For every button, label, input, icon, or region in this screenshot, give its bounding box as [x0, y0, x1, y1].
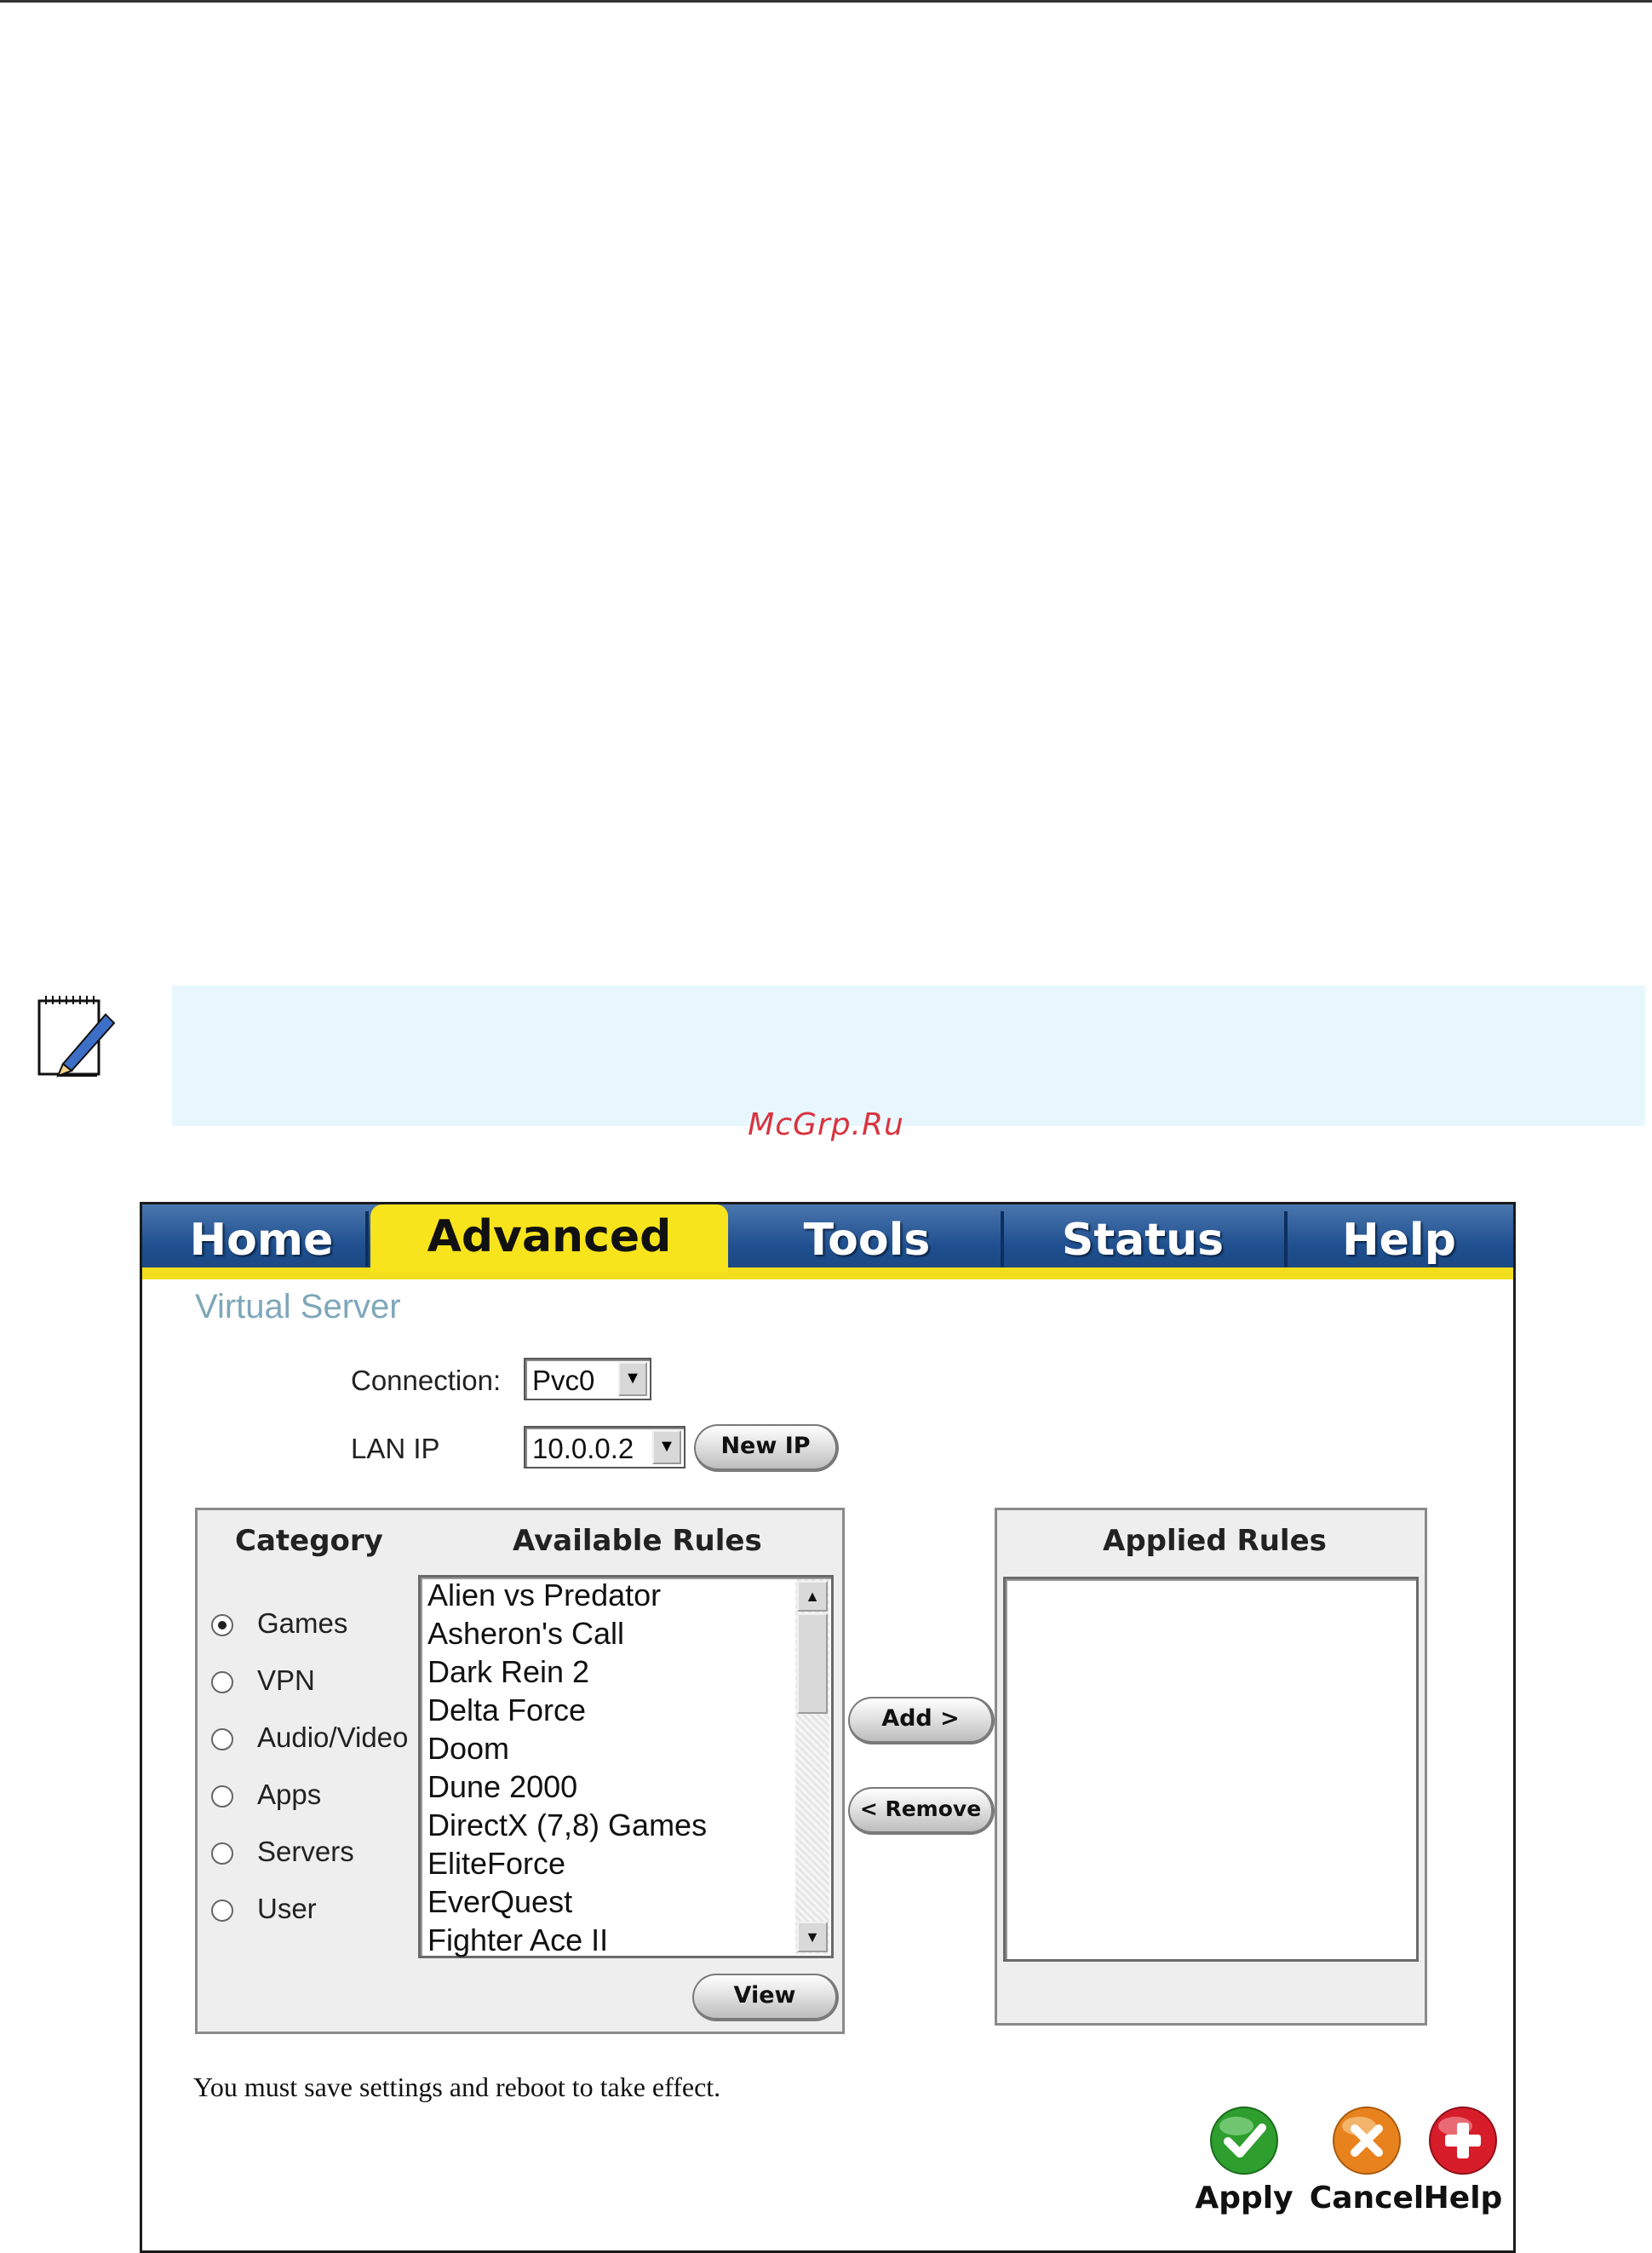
- radio-icon[interactable]: [211, 1842, 233, 1865]
- applied-rules-group: [995, 1508, 1427, 2026]
- reboot-notice: You must save settings and reboot to take effect.: [193, 2072, 721, 2102]
- category-audio-video[interactable]: [211, 1721, 408, 1756]
- category-label: VPN: [257, 1664, 315, 1696]
- check-icon[interactable]: [1209, 2106, 1279, 2175]
- chevron-down-icon[interactable]: ▼: [652, 1430, 681, 1464]
- list-item[interactable]: Alien vs Predator: [427, 1578, 662, 1612]
- tab-advanced[interactable]: Advanced: [370, 1204, 728, 1273]
- list-scrollbar[interactable]: [795, 1579, 829, 1954]
- applied-rules-header: Applied Rules: [1103, 1524, 1327, 1558]
- category-label: Games: [257, 1607, 348, 1639]
- scroll-up-icon[interactable]: ▲: [797, 1581, 828, 1612]
- note-pencil-icon: [34, 991, 119, 1080]
- new-ip-button[interactable]: New IP: [694, 1424, 839, 1472]
- chevron-down-icon[interactable]: ▼: [618, 1362, 647, 1396]
- category-games[interactable]: [211, 1607, 347, 1641]
- lan-ip-select[interactable]: [524, 1426, 685, 1468]
- remove-button[interactable]: < Remove: [848, 1787, 995, 1835]
- list-item[interactable]: Dark Rein 2: [427, 1654, 590, 1689]
- list-item[interactable]: EliteForce: [427, 1846, 566, 1881]
- list-item[interactable]: Fighter Ace II: [427, 1923, 609, 1957]
- list-item[interactable]: Doom: [427, 1731, 510, 1766]
- list-item[interactable]: Asheron's Call: [427, 1616, 624, 1651]
- lan-ip-label: LAN IP: [351, 1433, 440, 1464]
- category-label: Audio/Video: [257, 1721, 409, 1753]
- router-config-panel: [140, 1202, 1516, 2253]
- help-label: Help: [1423, 2181, 1503, 2216]
- apply-label: Apply: [1195, 2181, 1293, 2216]
- add-button[interactable]: Add >: [848, 1697, 995, 1744]
- category-vpn[interactable]: [211, 1664, 315, 1698]
- tab-status[interactable]: Status: [1061, 1215, 1225, 1266]
- cancel-label: Cancel: [1309, 2181, 1425, 2216]
- applied-rules-list[interactable]: [1003, 1577, 1419, 1962]
- tab-help[interactable]: Help: [1342, 1215, 1456, 1266]
- list-item[interactable]: Dune 2000: [427, 1769, 578, 1804]
- lan-ip-value: 10.0.0.2: [532, 1433, 634, 1464]
- category-apps[interactable]: [211, 1779, 321, 1813]
- radio-selected-icon[interactable]: [211, 1614, 233, 1636]
- radio-icon[interactable]: [211, 1785, 233, 1808]
- radio-icon[interactable]: [211, 1728, 233, 1750]
- page-title: Virtual Server: [195, 1288, 401, 1325]
- category-label: Apps: [257, 1779, 322, 1810]
- connection-select[interactable]: [524, 1358, 651, 1400]
- scroll-down-icon[interactable]: ▼: [797, 1922, 828, 1952]
- radio-icon[interactable]: [211, 1900, 233, 1922]
- category-label: User: [257, 1893, 317, 1924]
- tab-home[interactable]: Home: [189, 1215, 334, 1266]
- list-item[interactable]: EverQuest: [427, 1884, 573, 1919]
- connection-label: Connection:: [351, 1365, 502, 1396]
- note-band: [172, 986, 1645, 1126]
- available-rules-list[interactable]: [418, 1575, 834, 1958]
- cancel-x-icon[interactable]: [1332, 2106, 1402, 2175]
- help-button[interactable]: [1416, 2106, 1510, 2216]
- available-rules-header: Available Rules: [513, 1524, 762, 1558]
- view-button[interactable]: View: [692, 1974, 839, 2021]
- watermark: McGrp.Ru: [748, 1107, 904, 1142]
- category-header: Category: [235, 1524, 383, 1558]
- nav-separator: [365, 1211, 369, 1267]
- category-label: Servers: [257, 1836, 354, 1867]
- tab-tools[interactable]: Tools: [803, 1215, 931, 1266]
- page-top-rule: [0, 0, 1652, 3]
- nav-separator: [1284, 1211, 1288, 1267]
- nav-underline: [142, 1267, 1513, 1279]
- help-plus-icon[interactable]: [1428, 2106, 1498, 2175]
- radio-icon[interactable]: [211, 1671, 233, 1693]
- connection-value: Pvc0: [532, 1365, 595, 1396]
- scroll-thumb[interactable]: [797, 1613, 828, 1714]
- category-servers[interactable]: [211, 1836, 354, 1870]
- list-item[interactable]: DirectX (7,8) Games: [427, 1808, 708, 1842]
- available-rules-group: [195, 1508, 845, 2034]
- list-item[interactable]: Delta Force: [427, 1693, 587, 1727]
- category-user[interactable]: [211, 1893, 317, 1927]
